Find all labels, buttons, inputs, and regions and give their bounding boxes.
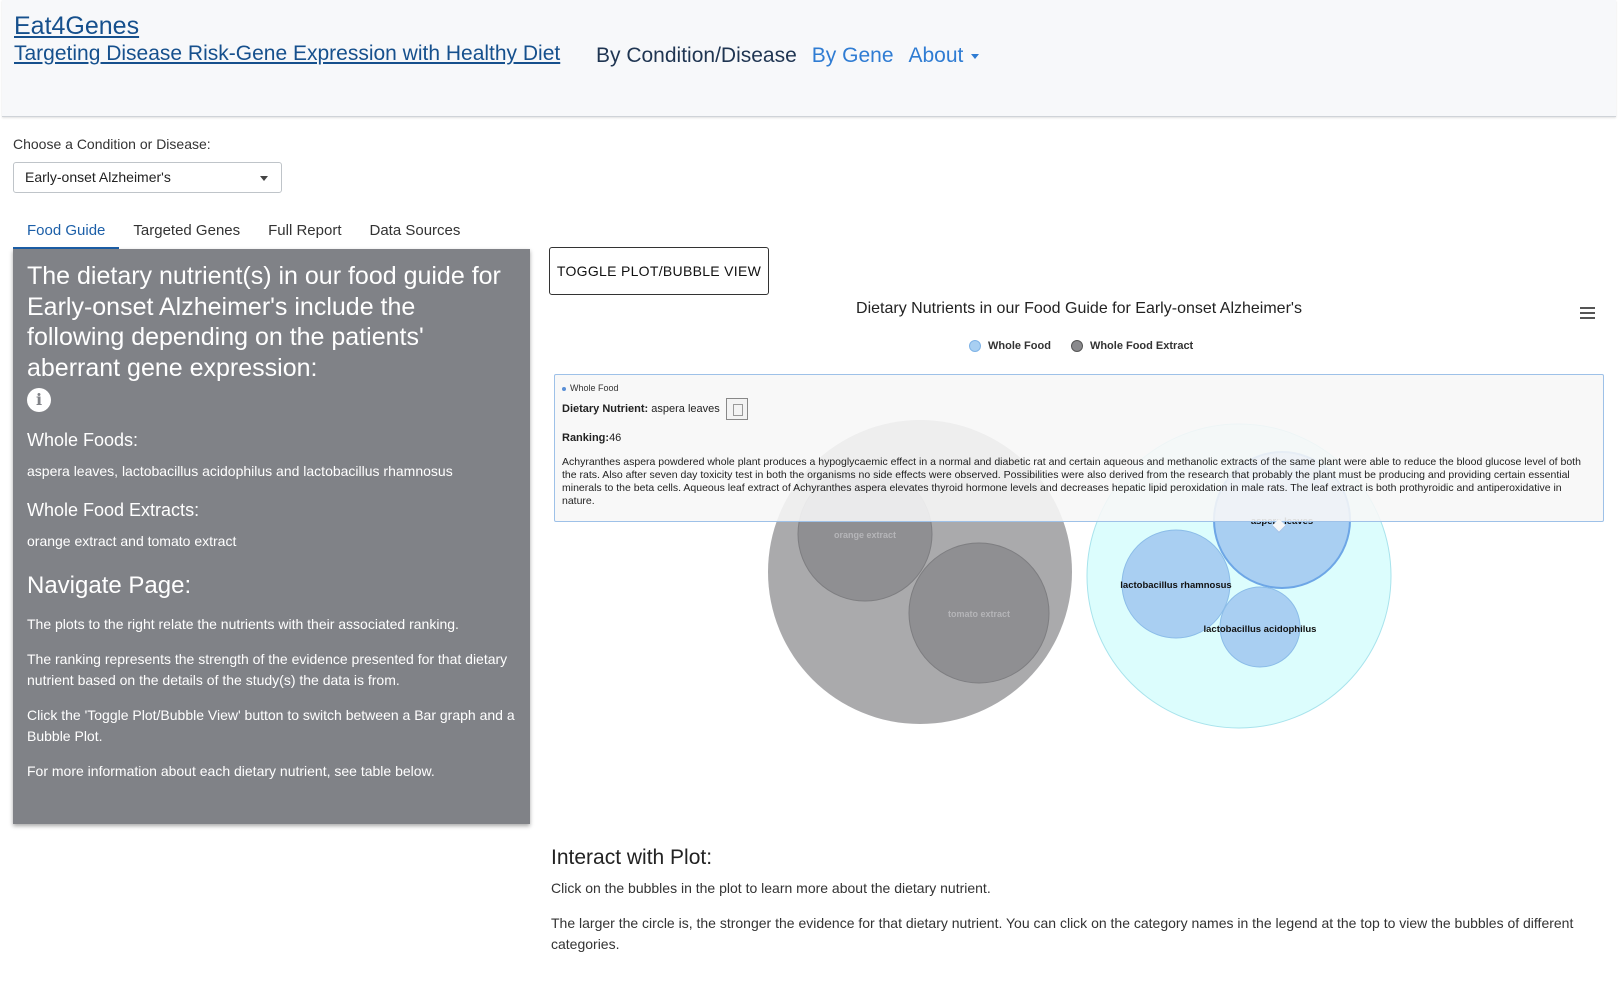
tooltip-description: Achyranthes aspera powdered whole plant produces a hypoglycaemic effect in a normal and diabetic rat and certain aqueous and methanolic extracts of the same plant were able to reduce the blood glucose level of both the rats. Also after seven day toxicity test in both the organisms no side effects were observed. Possibilities were also derived from the research that probably the plant must be producing and providing certain essential minerals to the beta cells. Aqueous leaf extract of Achyranthes aspera elevates thyroid hormone levels and decreases hepatic lipid peroxidation in male rats. The leaf extract is both prothyroidic and antiperoxidative in nature. <box>562 456 1581 507</box>
extracts-title: Whole Food Extracts: <box>27 500 200 520</box>
bubble-tooltip <box>554 374 1604 522</box>
tooltip-nutrient: aspera leaves <box>651 402 720 415</box>
image-icon <box>726 398 748 420</box>
chart-legend <box>969 340 1213 352</box>
food-guide-panel <box>13 249 530 824</box>
tagline-link[interactable]: Targeting Disease Risk-Gene Expression with Healthy Diet <box>14 42 561 65</box>
tab-food-guide[interactable]: Food Guide <box>13 222 119 249</box>
navigate-paragraph: Click the 'Toggle Plot/Bubble View' button to switch between a Bar graph and a Bubble Plot. <box>27 707 515 744</box>
brand-link[interactable]: Eat4Genes <box>14 12 140 40</box>
navigate-paragraph: The plots to the right relate the nutrients with their associated ranking. <box>27 616 459 632</box>
legend-label: Whole Food <box>988 340 1051 352</box>
whole-foods-list: aspera leaves, lactobacillus acidophilus and lactobacillus rhamnosus <box>27 463 453 479</box>
tooltip-series <box>562 383 1596 393</box>
panel-heading: The dietary nutrient(s) in our food guide for Early-onset Alzheimer's include the following depending on the patients' aberrant gene expression: <box>27 262 501 382</box>
tooltip-nutrient-label: Dietary Nutrient: <box>562 402 649 415</box>
whole-foods-title: Whole Foods: <box>27 430 139 450</box>
main-nav <box>596 44 994 68</box>
condition-select[interactable] <box>13 162 282 193</box>
chevron-down-icon <box>260 176 268 181</box>
nav-by-condition[interactable]: By Condition/Disease <box>596 44 797 67</box>
bubble-label: tomato extract <box>947 609 1011 619</box>
tab-full-report[interactable]: Full Report <box>268 222 342 239</box>
tab-data-sources[interactable]: Data Sources <box>369 222 461 239</box>
tooltip-ranking-label: Ranking: <box>562 432 610 444</box>
nav-about[interactable] <box>909 44 980 68</box>
bubble-label: orange extract <box>833 530 897 540</box>
tooltip-ranking: 46 <box>609 432 622 444</box>
bubble-label: lactobacillus acidophilus <box>1203 624 1317 635</box>
bubble-label: lactobacillus rhamnosus <box>1120 580 1232 591</box>
condition-select-label: Choose a Condition or Disease: <box>13 136 211 152</box>
info-icon[interactable]: i <box>27 388 51 412</box>
navigate-paragraph: For more information about each dietary nutrient, see table below. <box>27 763 435 779</box>
tab-bar <box>13 222 474 249</box>
legend-label: Whole Food Extract <box>1089 340 1194 352</box>
extracts-list: orange extract and tomato extract <box>27 533 237 549</box>
interact-title: Interact with Plot: <box>551 846 713 869</box>
hamburger-menu-icon[interactable] <box>1580 307 1595 319</box>
interact-section <box>551 846 1601 955</box>
legend-dot <box>969 340 981 352</box>
tooltip-series-name: Whole Food <box>570 383 619 393</box>
nav-about-label: About <box>908 44 964 67</box>
toggle-view-button[interactable]: TOGGLE PLOT/BUBBLE VIEW <box>549 247 769 295</box>
condition-select-value: Early-onset Alzheimer's <box>25 169 171 185</box>
tooltip-nutrient-line <box>562 398 1596 420</box>
tooltip-ranking-line <box>562 432 1596 444</box>
navigate-paragraph: The ranking represents the strength of the evidence presented for that dietary nutrient based on the details of the study(s) the data is from. <box>27 651 508 688</box>
interact-paragraph: The larger the circle is, the stronger the evidence for that dietary nutrient. You can click on the category names in the legend at the top to view the bubbles of different categories. <box>551 915 1574 952</box>
nav-by-gene[interactable]: By Gene <box>811 44 894 67</box>
tab-targeted-genes[interactable]: Targeted Genes <box>133 222 241 239</box>
chart-title: Dietary Nutrients in our Food Guide for Early-onset Alzheimer's <box>856 300 1302 317</box>
interact-paragraph: Click on the bubbles in the plot to learn more about the dietary nutrient. <box>551 880 991 896</box>
chevron-down-icon <box>971 54 979 59</box>
top-navbar <box>2 0 1616 117</box>
legend-item-whole-food[interactable] <box>969 340 1051 352</box>
legend-item-whole-food-extract[interactable] <box>1071 340 1193 352</box>
legend-dot <box>1071 340 1083 352</box>
navigate-title: Navigate Page: <box>27 572 192 599</box>
